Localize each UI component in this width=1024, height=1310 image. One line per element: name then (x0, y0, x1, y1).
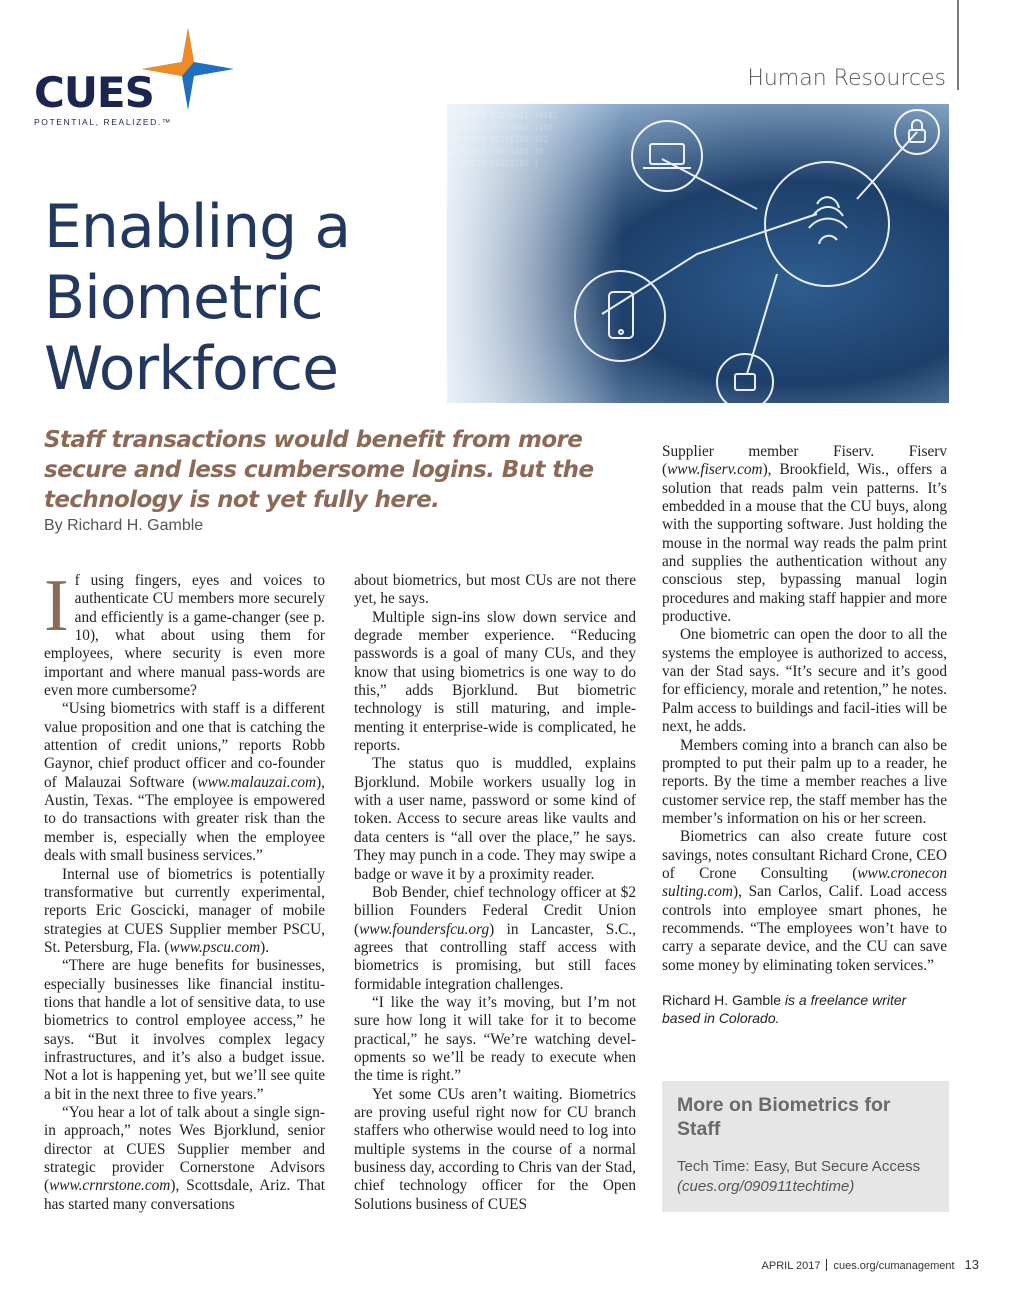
drop-cap: I (44, 565, 69, 647)
svg-text:01101010 01010101 1: 01101010 01010101 1 (447, 159, 539, 168)
url-link[interactable]: www.crnrstone.com (49, 1177, 171, 1195)
title-line: Biometric (44, 263, 323, 333)
logo-wordmark: CUES (34, 68, 154, 117)
paragraph-text: Biometrics can also create future cost savings, notes consultant Richard Crone, CEO of Crone Consulting ( (662, 828, 947, 882)
url-link[interactable]: www.pscu.com (169, 938, 261, 956)
star-icon (142, 28, 234, 110)
biometric-illustration (447, 104, 949, 403)
paragraph-text: ), Scottsdale, Ariz. That has started many conversations (44, 1177, 325, 1213)
url-link[interactable]: www.fiserv.com (667, 461, 763, 479)
paragraph (662, 443, 947, 626)
paragraph: One biometric can open the door to all the systems the employee is authorized to access, van der Stad says. “It’s secure and it’s good for efficiency, morale and retention,” he notes. Palm access to buildings and facil-ities will be next, he adds. (662, 626, 947, 736)
body-column-1 (44, 565, 325, 1214)
paragraph: Yet some CUs aren’t waiting. Biometrics are proving useful right now for CU branch staffers who otherwise would need to log into multiple systems in the course of a normal business day, according to Chris van der Stad, chief technology officer for the Open Solutions business of CUES (354, 1085, 636, 1213)
title-line: Enabling a (44, 192, 351, 262)
paragraph (44, 1104, 325, 1214)
paragraph-text: ), San Carlos, Calif. Load access controls into employee smart phones, he recommends. “The employees won’t have to carry a separate device, and the CU can save some money by eliminating token services.” (662, 883, 947, 974)
issue-date: APRIL 2017 (761, 1260, 821, 1272)
section-divider (957, 0, 959, 90)
svg-text:10101010 10011001 10: 10101010 10011001 10 (447, 147, 544, 156)
paragraph: Multiple sign-ins slow down service and degrade member experience. “Reducing passwords is a goal of many CUs, and they know that using biometrics is one way to do this,” adds Bjorklund. But biometric technology is still maturing, and imple-menting it enterprise-wide is complicated, he reports. (354, 608, 636, 755)
paragraph: “There are huge benefits for businesses, especially businesses like financial institu-tions that handle a lot of sensitive data, to use biometrics to control employee access,” he says. “But it involves complex legacy infrastructures, and it’s also a budget issue. Not a lot is happening yet, but we’ll see quite a bit in the next three to five years.” (44, 957, 325, 1103)
byline: By Richard H. Gamble (44, 517, 204, 534)
paragraph (354, 884, 636, 994)
related-article-link[interactable] (677, 1157, 920, 1197)
url-link[interactable]: www.foundersfcu.org (359, 920, 490, 938)
paragraph-text: Internal use of biometrics is potentially transformative but currently experimental, reports Eric Goscicki, manager of mobile strategies at CUES Supplier member PSCU, St. Petersburg, Fla. ( (44, 865, 325, 956)
title-line: Workforce (44, 334, 339, 404)
svg-text:01100101 10101001 1101: 01100101 10101001 1101 (447, 123, 553, 132)
logo-tagline: POTENTIAL, REALIZED.™ (34, 117, 172, 127)
paragraph-text: Bob Bender, chief technology officer at $2 billion Founders Federal Credit Union ( (354, 883, 636, 938)
paragraph (44, 565, 325, 700)
related-article-url[interactable]: (cues.org/090911techtime) (677, 1178, 855, 1195)
page-footer (762, 1257, 979, 1272)
related-links-box (662, 1081, 949, 1212)
url-link[interactable]: www.cronecon sulting.com (662, 864, 947, 901)
author-name: Richard H. Gamble (662, 991, 782, 1008)
paragraph-text: ), Brookfield, Wis., offers a solution that reads palm vein patterns. It’s embedded in a mouse that the CU buys, along with the supporting software. Just holding the mouse in the normal way reads the palm print and supplies the authentication without any conscious step, bypassing manual login procedures and making staff happier and more productive. (662, 461, 947, 626)
paragraph-text: ). (260, 938, 270, 956)
paragraph-text: “Using biometrics with staff is a different value proposition and one that is catching the attention of credit unions,” reports Robb Gaynor, chief product officer and co-founder of Malauzai Software ( (44, 700, 325, 791)
body-column-3 (662, 443, 947, 1028)
sidebar-title: More on Biometrics for Staff (677, 1094, 891, 1140)
article-deck: Staff transactions would benefit from more secure and less cumbersome logins. But the technology is not yet fully here. (44, 427, 594, 513)
paragraph-text: f using fingers, eyes and voices to authenticate CU members more securely and efficiently is a game-changer (see p. 10), what about using them for employees, where security is even more important and where manual pass-words are even more cumbersome? (44, 572, 325, 700)
paragraph-text: Supplier member Fiserv. Fiserv ( (662, 443, 947, 479)
svg-text:10101011 11010011 10101: 10101011 11010011 10101 (447, 111, 558, 120)
paragraph-text: “You hear a lot of talk about a single sign-in approach,” notes Wes Bjorklund, senior director at CUES Supplier member and strategic provider Cornerstone Advisors ( (44, 1103, 325, 1195)
paragraph (44, 866, 325, 958)
author-bio (662, 991, 947, 1028)
paragraph: “I like the way it’s moving, but I’m not sure how long it will take for it to become practical,” he says. “We’re watching devel-opments so we’ll be ready to execute when the time is right.” (354, 993, 636, 1085)
footer-divider (826, 1259, 827, 1271)
paragraph: about biometrics, but most CUs are not there yet, he says. (354, 572, 636, 608)
paragraph-text: ), Austin, Texas. “The employee is empowered to do transactions with greater risk than the member is, especially when the employee deals with small business services.” (44, 773, 325, 865)
site-url[interactable]: cues.org/cumanagement (833, 1260, 955, 1272)
section-label: Human Resources (747, 66, 946, 91)
paragraph (662, 828, 947, 975)
url-link[interactable]: www.malauzai.com (197, 773, 317, 791)
body-column-2 (354, 572, 636, 1214)
paragraph (44, 700, 325, 865)
author-description: is a freelance writer based in Colorado. (662, 991, 907, 1027)
hero-image (447, 104, 949, 403)
paragraph: Members coming into a branch can also be prompted to put their palm up to a reader, he reports. By the time a member reaches a live customer service rep, the staff member has the member’s information on his or her screen. (662, 736, 947, 827)
related-article-title[interactable]: Tech Time: Easy, But Secure Access (677, 1158, 921, 1175)
paragraph: The status quo is muddled, explains Bjorklund. Mobile workers usually log in with a user name, password or some kind of token. Access to secure areas like vaults and data centers is “all over the place,” he says. They may punch in a code. They may swipe a badge or wave it by a proximity reader. (354, 755, 636, 883)
article-title (44, 192, 350, 405)
paragraph-text: ) in Lancaster, S.C., agrees that controlling staff access with biometrics is promising, but still faces formidable integration challenges. (354, 920, 636, 993)
page-number: 13 (964, 1257, 979, 1272)
svg-text:11010101 01010101 101: 11010101 01010101 101 (447, 135, 549, 144)
cues-logo (34, 28, 204, 128)
